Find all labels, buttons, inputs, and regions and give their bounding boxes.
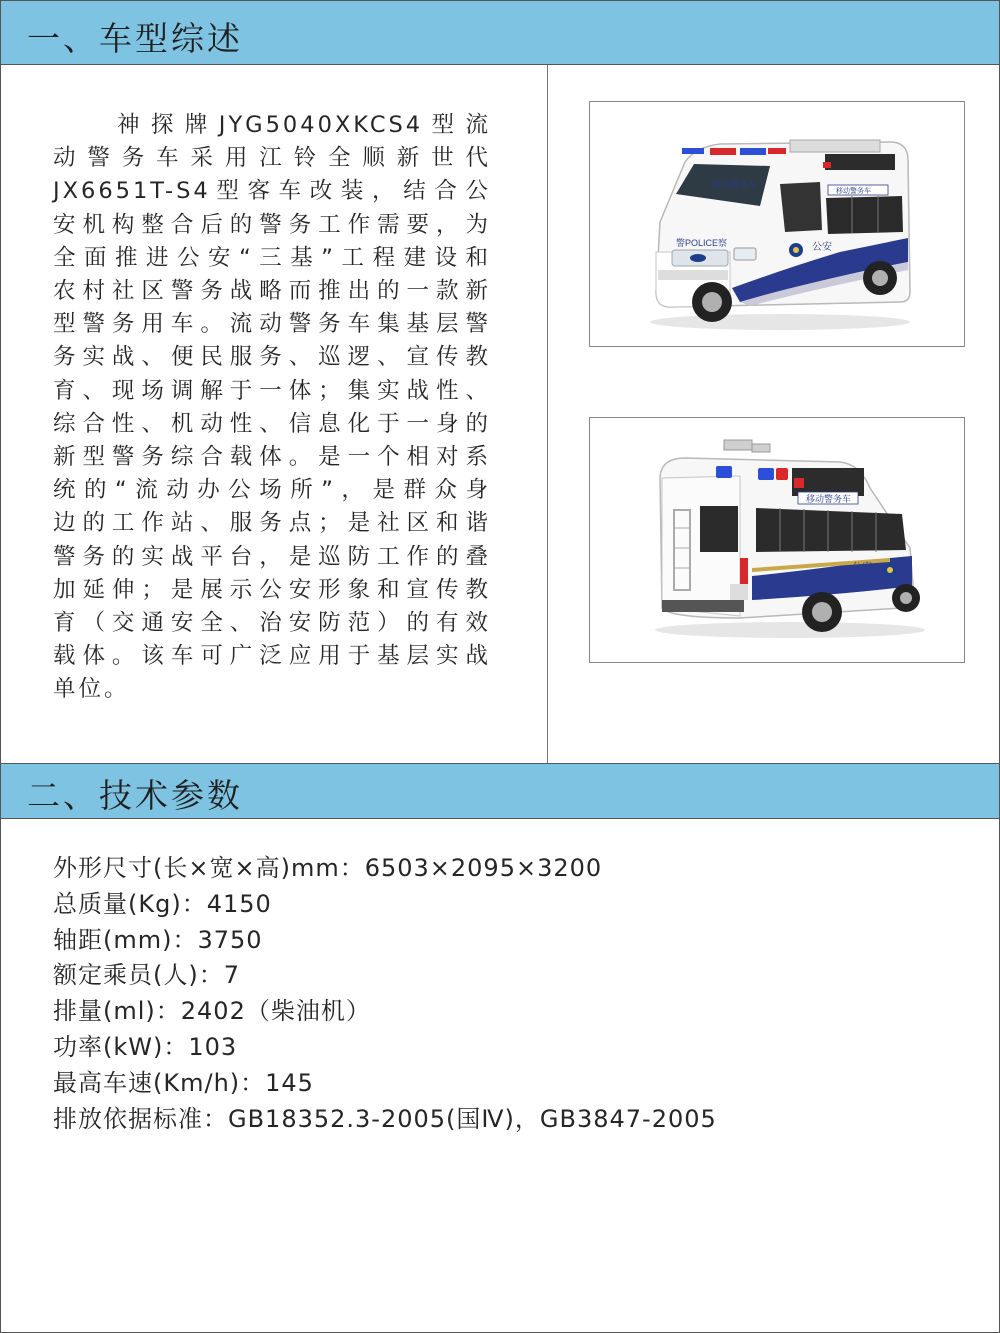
spec-wheelbase: 轴距(mm)：3750 — [53, 925, 263, 954]
paragraph-line: 统的“流动办公场所”，是群众身 — [53, 477, 491, 504]
paragraph-line: 神探牌JYG5040XKCS4型流 — [117, 112, 491, 138]
svg-text:公安: 公安 — [812, 242, 832, 253]
spec-emission-standard: 排放依据标准：GB18352.3-2005(国Ⅳ)，GB3847-2005 — [53, 1104, 717, 1133]
paragraph-line: 边的工作站、服务点；是社区和谐 — [53, 510, 491, 537]
paragraph-line: 单位。 — [53, 676, 130, 703]
paragraph-line: 农村社区警务战略而推出的一款新 — [53, 278, 491, 305]
section-title-overview: 一、车型综述 — [27, 19, 243, 58]
spec-rated-passengers: 额定乘员(人)：7 — [53, 961, 240, 990]
paragraph-line: 育、现场调解于一体；集实战性、 — [53, 377, 491, 404]
van-rear-photo — [589, 417, 965, 663]
section-header-specs — [1, 763, 999, 819]
van-front-photo — [589, 101, 965, 347]
police-van-rear-icon — [590, 418, 964, 662]
overview-paragraph — [53, 109, 491, 707]
spec-dimensions: 外形尺寸(长×宽×高)mm：6503×2095×3200 — [53, 854, 603, 882]
spec-max-speed: 最高车速(Km/h)：145 — [53, 1068, 314, 1097]
column-divider — [547, 65, 548, 763]
paragraph-line: 育（交通安全、治安防范）的有效 — [53, 610, 491, 637]
police-van-front-icon — [590, 102, 964, 346]
paragraph-line: 型警务用车。流动警务车集基层警 — [53, 311, 491, 338]
paragraph-line: 载体。该车可广泛应用于基层实战 — [53, 643, 491, 670]
paragraph-line: 安机构整合后的警务工作需要，为 — [53, 211, 491, 238]
paragraph-line: JX6651T-S4型客车改装，结合公 — [53, 178, 491, 205]
spec-total-mass: 总质量(Kg)：4150 — [53, 889, 272, 918]
svg-text:移动警务车: 移动警务车 — [712, 180, 758, 190]
section-title-specs: 二、技术参数 — [27, 776, 243, 815]
svg-text:公安: 公安 — [852, 562, 872, 573]
svg-text:移动警务车: 移动警务车 — [836, 188, 871, 195]
paragraph-line: 动警务车采用江铃全顺新世代 — [53, 145, 491, 172]
paragraph-line: 务实战、便民服务、巡逻、宣传教 — [53, 344, 491, 371]
svg-text:移动警务车: 移动警务车 — [806, 494, 852, 504]
spec-list — [53, 851, 717, 1137]
spec-displacement: 排量(ml)：2402（柴油机） — [53, 997, 371, 1026]
svg-text:警POLICE察: 警POLICE察 — [676, 238, 728, 248]
paragraph-line: 全面推进公安“三基”工程建设和 — [53, 244, 491, 271]
paragraph-line: 加延伸；是展示公安形象和宣传教 — [53, 576, 491, 603]
paragraph-line: 警务的实战平台，是巡防工作的叠 — [53, 543, 491, 570]
paragraph-line: 新型警务综合载体。是一个相对系 — [53, 444, 491, 471]
section-header-overview — [1, 1, 999, 65]
paragraph-line: 综合性、机动性、信息化于一身的 — [53, 410, 491, 437]
spec-power: 功率(kW)：103 — [53, 1032, 238, 1061]
